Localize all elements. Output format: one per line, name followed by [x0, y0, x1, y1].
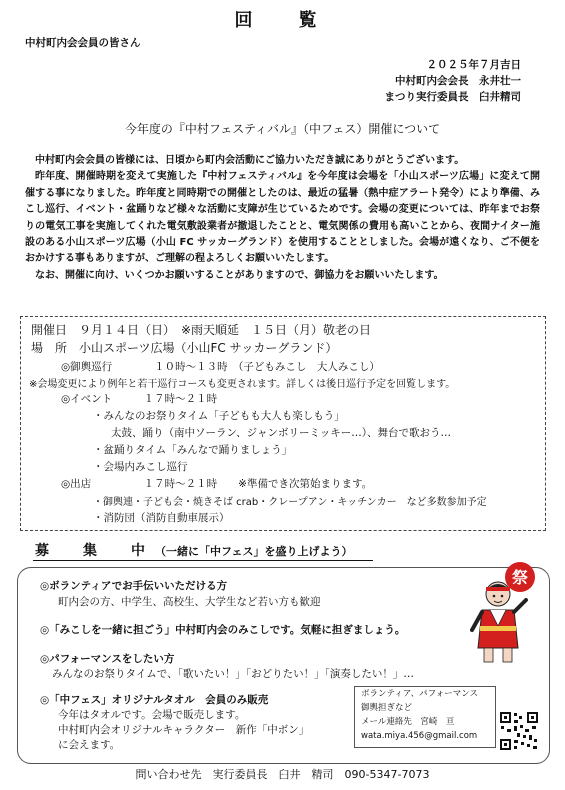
stalls-item: ・消防団（消防自動車展示） — [93, 512, 230, 524]
recruit-item-text: 中村町内会オリジナルキャラクター 新作「中ボン」 — [58, 724, 310, 736]
event-item: ・盆踊りタイム「みんなで踊りましょう」 — [93, 444, 293, 456]
recruit-underline — [33, 560, 373, 561]
recruit-item-text: みんなのお祭りタイムで、「歌いたい！」「おどりたい！」「演奏したい！」… — [52, 668, 414, 680]
event-schedule: ◎イベント １７時～２１時 — [61, 393, 218, 405]
mikoshi-note: ※会場変更により例年と若干巡行コースも変更されます。詳しくは後日巡行予定を回覧します。 — [29, 379, 456, 390]
contact-line: 御輿担ぎなど — [361, 703, 413, 713]
event-venue: 場 所 小山スポーツ広場（小山FC サッカーグランド） — [31, 341, 338, 355]
page-title: 回 覧 — [234, 10, 331, 31]
festival-mascot-icon — [470, 560, 542, 665]
recruit-item-text: 今年はタオルです。会場で販売します。 — [58, 709, 246, 721]
event-date: 開催日 ９月１４日（日） ※雨天順延 １５日（月）敬老の日 — [31, 323, 372, 337]
recruit-item-text: に会えます。 — [58, 739, 121, 751]
body-paragraph: 中村町内会会員の皆様には、日頃から町内会活動にご協力いただき誠にありがとうございます。 — [35, 155, 465, 166]
event-details-box — [20, 316, 546, 531]
mascot-lantern-text: 祭 — [511, 568, 529, 587]
recruit-item-towel: ◎「中フェス」オリジナルタオル 会員のみ販売 — [40, 694, 269, 706]
event-item: ・みんなのお祭りタイム「子どもも大人も楽しもう」 — [93, 410, 345, 422]
mikoshi-schedule: ◎御輿巡行 １０時～１３時 （子どもみこし 大人みこし） — [61, 361, 380, 373]
body-paragraph: 昨年度、開催時期を変えて実施した『中村フェスティバル』を今年度は会場を「小山スポーツ広場」に変えて開催する事になりました。昨年度と同時期での開催としたのは、最近の猛暑（熱中症アラート発令）により準備、みこし巡行、イベント・盆踊りなど様々な活動に支障が生じているためです。会場の変更については、昨年までお祭りの電気工事を実施してくれた電気敷設業者が撤退したことと、電気関係の費用も高いことから、夜間ナイター施設のある小山スポーツ広場（小山 FC サッカーグランド）を使用することとしました。会場が遠くなり、ご不便をおかけする事もありますが、ご理解の程よろしくお願いいたします。 — [25, 171, 540, 265]
recruit-heading-sub: （一緒に「中フェス」を盛り上げよう） — [155, 545, 353, 558]
issue-date: ２０２５年７月吉日 — [426, 59, 521, 71]
stalls-item: ・御輿連・子ども会・焼きそば crab・クレープアン・キッチンカー など多数参加予定 — [93, 497, 487, 508]
event-item: 太鼓、踊り（南中ソーラン、ジャンボリーミッキー…）、舞台で歌おう… — [111, 427, 451, 439]
sender-chairman: 中村町内会会長 永井壮一 — [395, 75, 521, 87]
recruit-item-text: 町内会の方、中学生、高校生、大学生など若い方も歓迎 — [58, 596, 321, 608]
subject-line: 今年度の『中村フェスティバル』（中フェス）開催について — [124, 122, 441, 136]
contact-line: メール連絡先 宮崎 亘 — [361, 717, 455, 727]
contact-box — [354, 686, 496, 748]
contact-email: wata.miya.456@gmail.com — [361, 731, 478, 741]
recruit-item-performance: ◎パフォーマンスをしたい方 — [40, 653, 175, 665]
recruit-item-volunteer: ◎ボランティアでお手伝いいただける方 — [40, 580, 228, 592]
body-paragraph: なお、開催に向け、いくつかお願いすることがありますので、御協力をお願いいたします。 — [35, 269, 444, 281]
qr-code-icon[interactable] — [499, 711, 539, 751]
recruit-heading-label: 募 集 中 — [35, 543, 155, 559]
contact-line: ボランティア、パフォーマンス — [361, 689, 478, 699]
recruit-heading — [35, 540, 352, 560]
event-item: ・会場内みこし巡行 — [93, 461, 188, 473]
body-text — [25, 153, 540, 284]
sender-committee: まつり実行委員長 臼井精司 — [384, 91, 521, 103]
recruit-item-mikoshi: ◎「みこしを一緒に担ごう」中村町内会のみこしです。気軽に担ぎましょう。 — [40, 624, 406, 636]
stalls-schedule: ◎出店 １７時～２１時 ※準備でき次第始まります。 — [61, 478, 373, 490]
addressee: 中村町内会会員の皆さん — [25, 37, 141, 49]
footer-contact: 問い合わせ先 実行委員長 臼井 精司 090-5347-7073 — [135, 768, 430, 781]
